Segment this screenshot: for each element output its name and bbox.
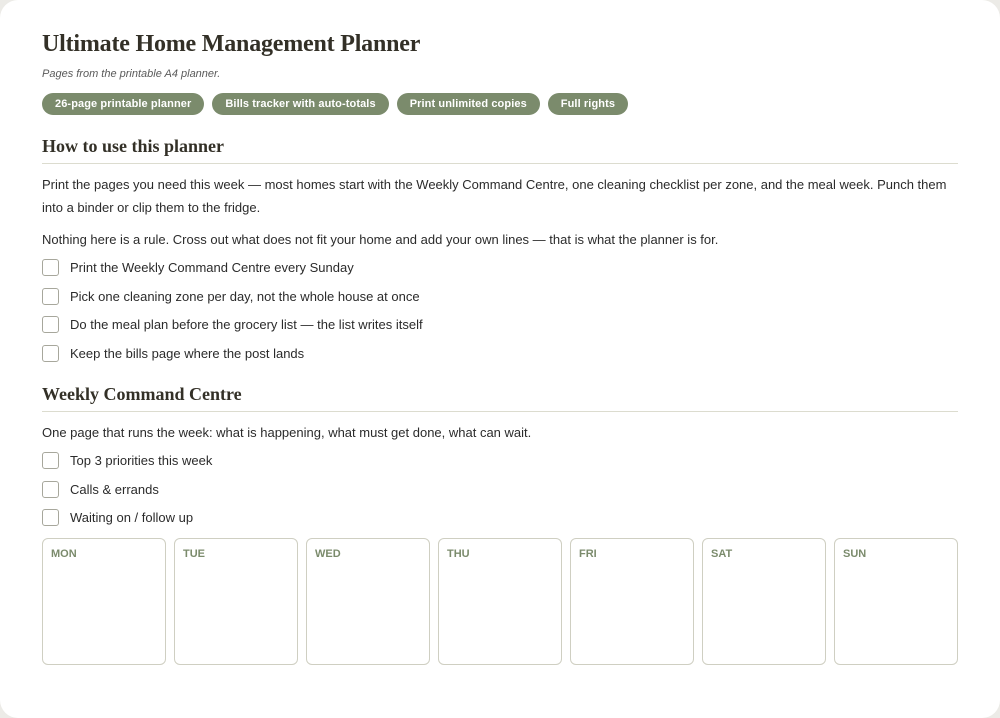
checklist-item-label: Do the meal plan before the grocery list — the list writes itself [70, 317, 423, 333]
day-box-sun[interactable] [834, 538, 958, 665]
how-to-heading: How to use this planner [42, 136, 958, 164]
checkbox[interactable] [42, 509, 59, 526]
day-label: FRI [579, 548, 597, 560]
day-box-tue[interactable] [174, 538, 298, 665]
checklist-item[interactable] [42, 475, 958, 504]
day-label: TUE [183, 548, 205, 560]
checklist-item-label: Keep the bills page where the post lands [70, 345, 305, 361]
page-title: Ultimate Home Management Planner [42, 31, 421, 57]
day-box-sat[interactable] [702, 538, 826, 665]
checklist-item-label: Waiting on / follow up [70, 510, 194, 526]
day-box-mon[interactable] [42, 538, 166, 665]
checklist-item-label: Pick one cleaning zone per day, not the whole house at once [70, 288, 420, 304]
checklist-item-label: Top 3 priorities this week [70, 452, 213, 468]
day-label: SUN [843, 548, 867, 560]
day-label: WED [315, 548, 341, 560]
how-to-paragraph: Print the pages you need this week — most homes start with the Weekly Command Centre, one cleaning checklist per zone, and the meal week. Punch them into a binder or clip them to the fridge. [42, 177, 947, 215]
checkbox[interactable] [42, 452, 59, 469]
checkbox[interactable] [42, 259, 59, 276]
checklist-item[interactable] [42, 339, 958, 368]
feature-tag: 26-page printable planner [42, 93, 204, 115]
checklist-item-label: Print the Weekly Command Centre every Sunday [70, 259, 354, 275]
how-to-paragraph: Nothing here is a rule. Cross out what does not fit your home and add your own lines — that is what the planner is for. [42, 232, 719, 247]
checklist-item[interactable] [42, 310, 958, 339]
how-to-section [42, 136, 958, 368]
feature-tag: Full rights [548, 93, 628, 115]
weekly-checklist [42, 446, 958, 532]
day-label: MON [51, 548, 77, 560]
weekly-section [42, 384, 958, 532]
feature-tag: Bills tracker with auto-totals [212, 93, 388, 115]
week-days-grid [42, 538, 958, 665]
checklist-item[interactable] [42, 282, 958, 311]
feature-tag: Print unlimited copies [397, 93, 540, 115]
day-box-wed[interactable] [306, 538, 430, 665]
day-label: SAT [711, 548, 733, 560]
checklist-item[interactable] [42, 253, 958, 282]
day-box-fri[interactable] [570, 538, 694, 665]
checkbox[interactable] [42, 316, 59, 333]
checklist-item[interactable] [42, 446, 958, 475]
page-subtitle: Pages from the printable A4 planner. [42, 68, 221, 80]
day-box-thu[interactable] [438, 538, 562, 665]
feature-tags [42, 93, 628, 115]
day-label: THU [447, 548, 470, 560]
checkbox[interactable] [42, 481, 59, 498]
weekly-heading: Weekly Command Centre [42, 384, 958, 412]
checklist-item-label: Calls & errands [70, 481, 159, 497]
checkbox[interactable] [42, 288, 59, 305]
how-to-checklist [42, 253, 958, 368]
checklist-item[interactable] [42, 503, 958, 532]
weekly-intro: One page that runs the week: what is happening, what must get done, what can wait. [42, 425, 532, 440]
checkbox[interactable] [42, 345, 59, 362]
